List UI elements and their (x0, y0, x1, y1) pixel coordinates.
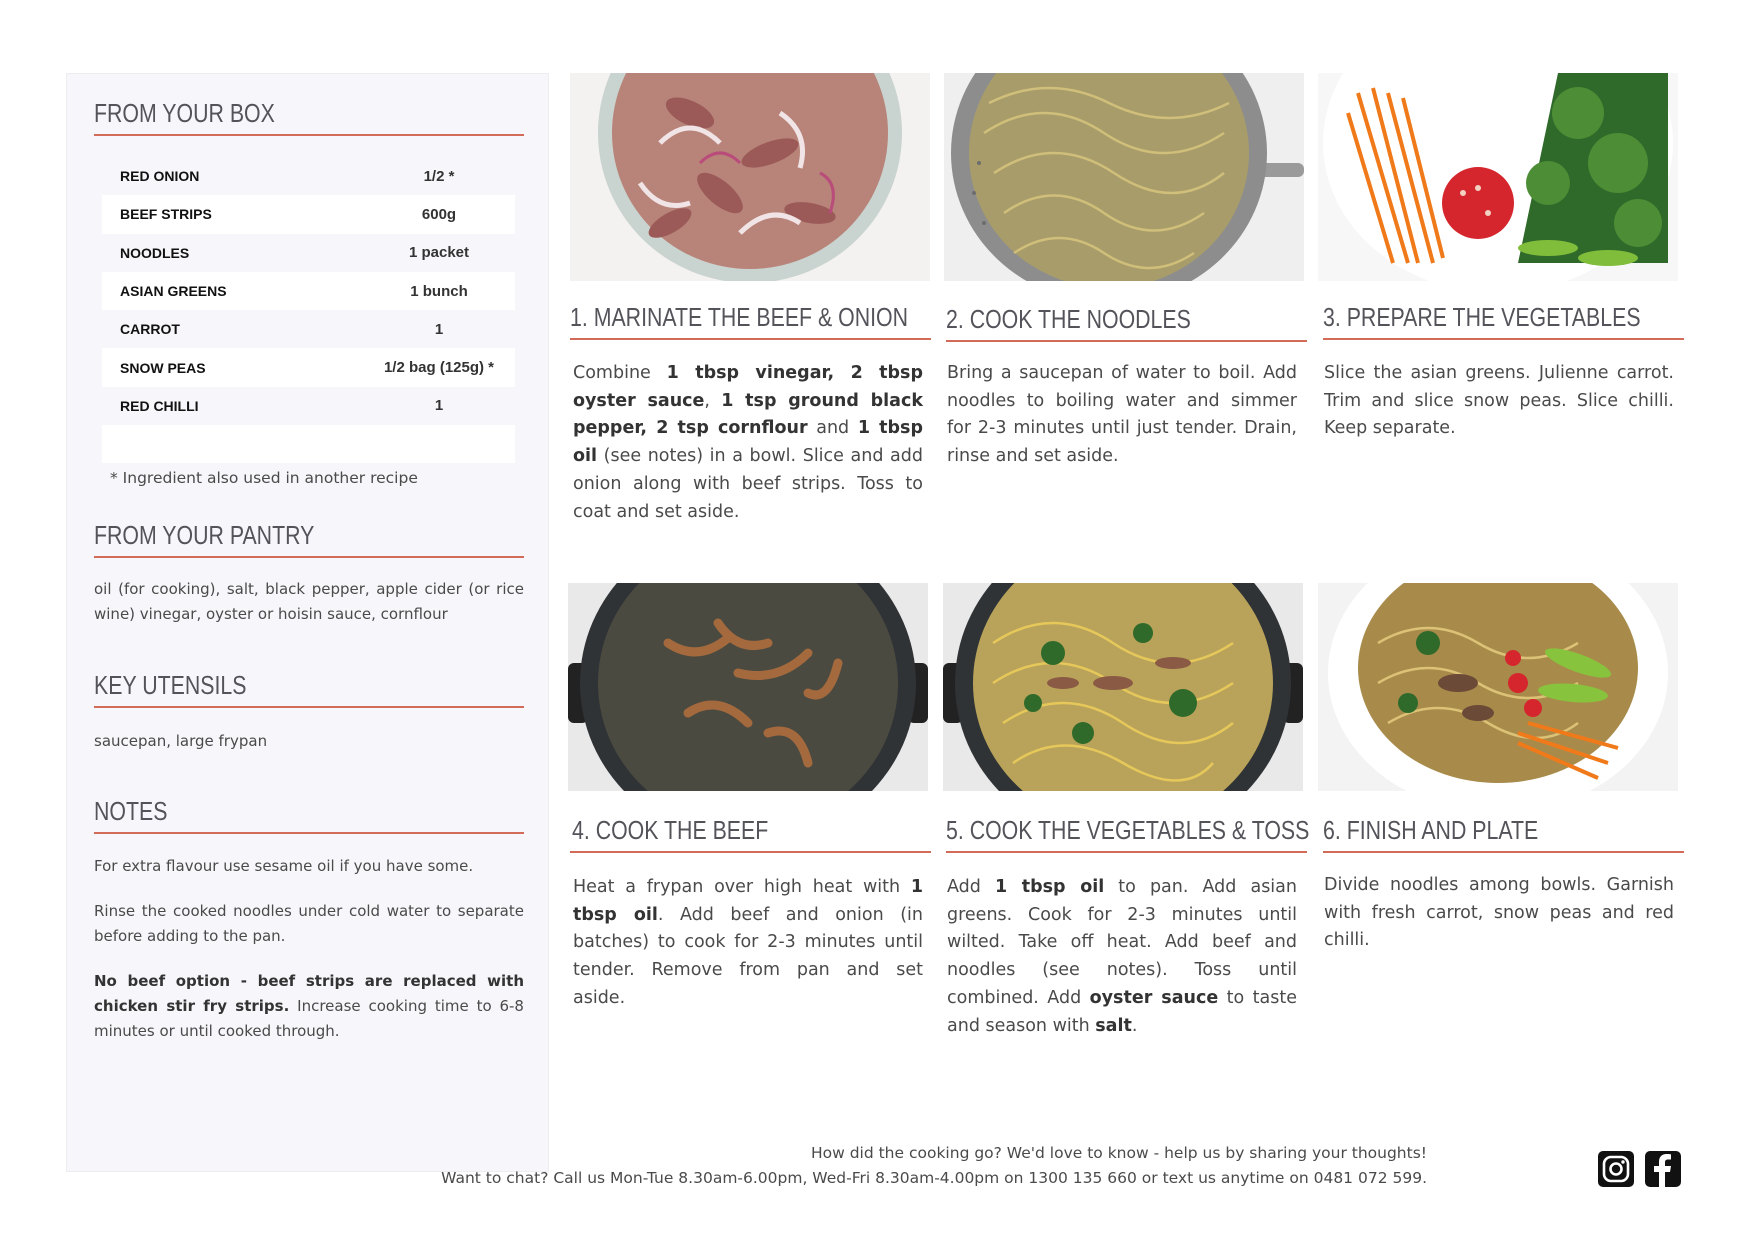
step-body (947, 360, 1297, 471)
section-divider (94, 832, 524, 834)
instagram-icon[interactable] (1598, 1151, 1634, 1187)
ingredient-quantity: 1 bunch (410, 282, 468, 300)
step-divider (946, 851, 1307, 853)
step-divider (570, 851, 931, 853)
step-body (947, 874, 1297, 1040)
section-divider (94, 556, 524, 558)
ingredient-quantity: 1 (434, 397, 444, 415)
ingredient-row (102, 157, 515, 195)
facebook-icon[interactable] (1645, 1151, 1681, 1187)
step-divider (570, 338, 931, 340)
step-title: 3. PREPARE THE VEGETABLES (1323, 302, 1641, 332)
utensils-text: saucepan, large frypan (94, 732, 268, 750)
ingredient-row (102, 234, 515, 272)
ingredient-footnote: * Ingredient also used in another recipe (110, 469, 418, 487)
note-tail: Increase cooking time to 6-8 minutes or until cooked through. (94, 997, 524, 1040)
footer-contact-line: Want to chat? Call us Mon-Tue 8.30am-6.00pm, Wed-Fri 8.30am-4.00pm on 1300 135 660 or text us anytime on 0481 072 599. (441, 1169, 1427, 1187)
step-body (573, 874, 923, 1013)
ingredient-quantity: 1/2 bag (125g) * (383, 359, 495, 377)
ingredient-name: SNOW PEAS (120, 359, 206, 376)
ingredient-row (102, 272, 515, 310)
step-text-run: Bring a saucepan of water to boil. Add noodles to boiling water and simmer for 2-3 minutes until just tender. Drain, rinse and set aside. (947, 363, 1297, 467)
note-item: Rinse the cooked noodles under cold water to separate before adding to the pan. (94, 902, 524, 945)
step-title: 1. MARINATE THE BEEF & ONION (570, 302, 909, 332)
section-divider (94, 134, 524, 136)
pantry-text: oil (for cooking), salt, black pepper, apple cider (or rice wine) vinegar, oyster or hoisin sauce, cornflour (94, 580, 524, 623)
beef-frypan-photo (568, 583, 928, 791)
ingredient-name: RED CHILLI (120, 397, 199, 414)
ingredient-row (102, 387, 515, 425)
step-title: 5. COOK THE VEGETABLES & TOSS (946, 815, 1310, 845)
step-text-bold: oyster sauce (1089, 987, 1219, 1008)
notes-title: NOTES (94, 796, 168, 826)
step-text-run: to taste and season with (947, 987, 1297, 1036)
key-utensils-title: KEY UTENSILS (94, 670, 247, 700)
note-item (94, 969, 524, 1044)
step-title: 4. COOK THE BEEF (572, 815, 769, 845)
step-text-run: Slice the asian greens. Julienne carrot. Trim and slice snow peas. Slice chilli. Keep separate. (1324, 363, 1674, 439)
vegetables-plate-photo (1318, 73, 1678, 281)
step-title: 2. COOK THE NOODLES (946, 304, 1191, 334)
step-text-bold: 1 tbsp vinegar, 2 tbsp oyster sauce (573, 363, 923, 411)
noodles-colander-photo (944, 73, 1304, 281)
step-body (573, 360, 923, 526)
step-text-run: Combine (573, 363, 667, 383)
section-divider (94, 706, 524, 708)
notes-body (94, 854, 524, 1044)
step-text-run: , (704, 390, 722, 411)
ingredients-sidebar (66, 73, 549, 1172)
ingredient-name: BEEF STRIPS (120, 206, 212, 223)
ingredient-name: RED ONION (120, 168, 200, 185)
step-text-run: to pan. Add asian greens. Cook for 2-3 minutes until wilted. Take off heat. Add beef and noodles (see notes). Toss until combined. Add (947, 877, 1297, 1008)
step-text-bold: 1 tbsp oil (573, 877, 923, 925)
ingredient-quantity: 1 packet (408, 244, 470, 262)
footer-feedback-line: How did the cooking go? We'd love to know - help us by sharing your thoughts! (810, 1144, 1427, 1162)
ingredient-name: NOODLES (120, 244, 190, 261)
step-text-run: Divide noodles among bowls. Garnish with fresh carrot, snow peas and red chilli. (1324, 875, 1674, 951)
ingredient-name: ASIAN GREENS (120, 283, 227, 300)
step-text-run: . (1131, 1015, 1138, 1036)
step-text-run: (see notes) in a bowl. Slice and add onion along with beef strips. Toss to coat and set aside. (573, 446, 923, 522)
step-text-run: . Add beef and onion (in batches) to cook for 2-3 minutes until tender. Remove from pan and set aside. (573, 904, 923, 1008)
step-text-run: Add (947, 877, 995, 897)
ingredient-row (102, 425, 515, 463)
ingredient-quantity: 600g (421, 205, 457, 223)
stir-fry-pan-photo (943, 583, 1303, 791)
step-body (1324, 872, 1674, 955)
from-your-pantry-title: FROM YOUR PANTRY (94, 520, 315, 550)
step-text-run: and (807, 418, 858, 439)
step-text-bold: 1 tbsp oil (573, 418, 923, 467)
step-divider (946, 340, 1307, 342)
step-divider (1323, 338, 1684, 340)
from-your-box-title: FROM YOUR BOX (94, 98, 275, 128)
ingredient-name: CARROT (120, 321, 180, 338)
step-text-run: Heat a frypan over high heat with (573, 877, 911, 897)
finished-bowl-photo (1318, 583, 1678, 791)
note-item: For extra flavour use sesame oil if you have some. (94, 857, 474, 875)
ingredient-row (102, 310, 515, 348)
marinated-beef-photo (570, 73, 930, 281)
step-title: 6. FINISH AND PLATE (1323, 815, 1539, 845)
ingredient-row (102, 195, 515, 233)
ingredient-row (102, 348, 515, 386)
step-body (1324, 360, 1674, 443)
step-divider (1323, 851, 1684, 853)
ingredient-quantity: 1 (434, 320, 444, 338)
step-text-bold: salt (1095, 1015, 1132, 1036)
step-text-bold: 1 tbsp oil (994, 877, 1105, 897)
ingredient-quantity: 1/2 * (423, 167, 455, 185)
note-bold-lead: No beef option - beef strips are replaced with chicken stir fry strips. (94, 972, 524, 1015)
step-text-bold: 1 tsp ground black pepper, 2 tsp cornflour (573, 390, 924, 439)
ingredients-table (102, 157, 515, 463)
